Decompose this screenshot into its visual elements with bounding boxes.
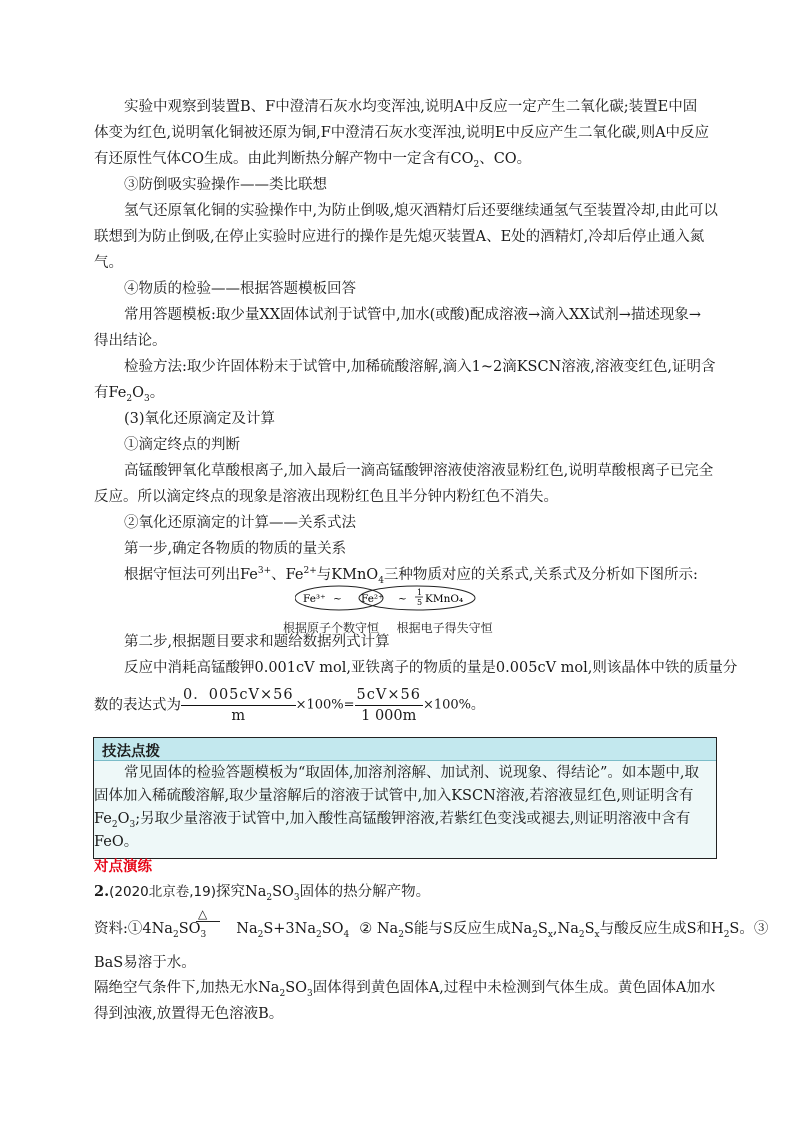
paragraph-line: 第二步,根据题目要求和题给数据列式计算 [124, 634, 390, 650]
paragraph-line: 隔绝空气条件下,加热无水$Na_2SO_3$固体得到黄色固体A,过程中未检测到气体生成。黄色固体A加水 [94, 980, 716, 999]
tilde-1: ~ [333, 593, 342, 605]
tips-title: 技法点拨 [102, 744, 160, 760]
kmno4-label: KMnO₄ [425, 593, 464, 605]
paragraph-line: 氢气还原氧化铜的实验操作中,为防止倒吸,熄灭酒精灯后还要继续通氢气至装置冷却,由此可以 [124, 203, 718, 219]
section-heading: ①滴定终点的判断 [124, 437, 240, 453]
tips-line: 固体加入稀硫酸溶解,取少量溶解后的溶液于试管中,加入KSCN溶液,若溶液显红色,则证明含有 [94, 788, 694, 804]
section-heading: ④物质的检验——根据答题模板回答 [124, 281, 356, 297]
formula-line: 数的表达式为 $\frac{0.005cV\times 56}{m}$ ×100%= $\frac{5cV\times 56}{1 000m}$ ×100%。 [94, 687, 485, 724]
paragraph-line: 实验中观察到装置B、F中澄清石灰水均变浑浊,说明A中反应一定产生二氧化碳;装置E中固 [124, 99, 698, 115]
section-heading: ②氧化还原滴定的计算——关系式法 [124, 515, 356, 531]
paragraph-line: 有$Fe_2O_3$。 [94, 385, 165, 404]
electron-conservation-label: 根据电子得失守恒 [396, 621, 493, 635]
frac-den: 5 [417, 598, 423, 607]
tips-line: $Fe_2O_3$;另取少量溶液于试管中,加入酸性高锰酸钾溶液,若紫红色变浅或褪去,则证明溶液中含有 [94, 811, 691, 830]
paragraph-line: 得出结论。 [94, 333, 167, 349]
paragraph-line: 反应中消耗高锰酸钾0.001cV mol,亚铁离子的物质的量是0.005cV mol,则该晶体中铁的质量分 [124, 660, 738, 676]
paragraph-line: 高锰酸钾氧化草酸根离子,加入最后一滴高锰酸钾溶液使溶液显粉红色,说明草酸根离子已完全 [124, 463, 714, 479]
reference-line: 资料$:①4Na_2SO_3$ $Na_2S+3Na_2SO_4$ ② $Na_2S$能与S反应生成$Na_2S_x,Na_2S_x$与酸反应生成S和$H_2S$。③ [94, 921, 769, 940]
heat-symbol: △ [198, 907, 208, 921]
reference-line: BaS易溶于水。 [94, 955, 196, 971]
tips-line: 常见固体的检验答题模板为“取固体,加溶剂溶解、加试剂、说现象、得结论”。如本题中,取 [124, 765, 700, 781]
question-line: 2.(2020北京卷,19)探究$Na_2SO_3$固体的热分解产物。 [94, 883, 431, 903]
section-heading: (3)氧化还原滴定及计算 [124, 411, 276, 427]
tips-box [93, 737, 717, 859]
paragraph-line: 体变为红色,说明氧化铜被还原为铜,F中澄清石灰水变浑浊,说明E中反应产生二氧化碳,则A中反应 [94, 125, 710, 141]
fe3-label: Fe³⁺ [303, 593, 326, 605]
fraction-2: $\frac{5cV\times 56}{1 000m}$ [356, 687, 421, 724]
frac-num: 1 [417, 588, 423, 597]
paragraph-line: 得到浊液,放置得无色溶液B。 [94, 1006, 284, 1022]
paragraph-line: 检验方法:取少许固体粉末于试管中,加稀硫酸溶解,滴入1~2滴KSCN溶液,溶液变红色,证明含 [124, 359, 716, 375]
relation-diagram [283, 584, 493, 638]
paragraph-line: 反应。所以滴定终点的现象是溶液出现粉红色且半分钟内粉红色不消失。 [94, 489, 558, 505]
fraction-1: $\frac{0.005cV\times 56}{m}$ [183, 687, 294, 724]
paragraph-line: 有还原性气体CO生成。由此判断热分解产物中一定含有$CO_2$、CO。 [94, 151, 532, 170]
paragraph-line: 气。 [94, 255, 123, 271]
practice-heading: 对点演练 [94, 859, 152, 875]
fe2-label: Fe²⁺ [361, 593, 384, 605]
atom-conservation-label: 根据原子个数守恒 [283, 621, 380, 635]
tips-line: FeO。 [94, 834, 139, 850]
tilde-2: ~ [398, 593, 407, 605]
section-heading: ③防倒吸实验操作——类比联想 [124, 177, 327, 193]
paragraph-line: 常用答题模板:取少量XX固体试剂于试管中,加水(或酸)配成溶液→滴入XX试剂→描述现象→ [124, 307, 702, 323]
tips-header [94, 738, 716, 761]
paragraph-line: 第一步,确定各物质的物质的量关系 [124, 541, 347, 557]
paragraph-line: 根据守恒法可列出$Fe^{3+}$、$Fe^{2+}$与KMnO$_4$三种物质对应的关系式,关系式及分析如下图所示: [124, 566, 698, 586]
paragraph-line: 联想到为防止倒吸,在停止实验时应进行的操作是先熄灭装置A、E处的酒精灯,冷却后停止通入氮 [94, 229, 705, 245]
